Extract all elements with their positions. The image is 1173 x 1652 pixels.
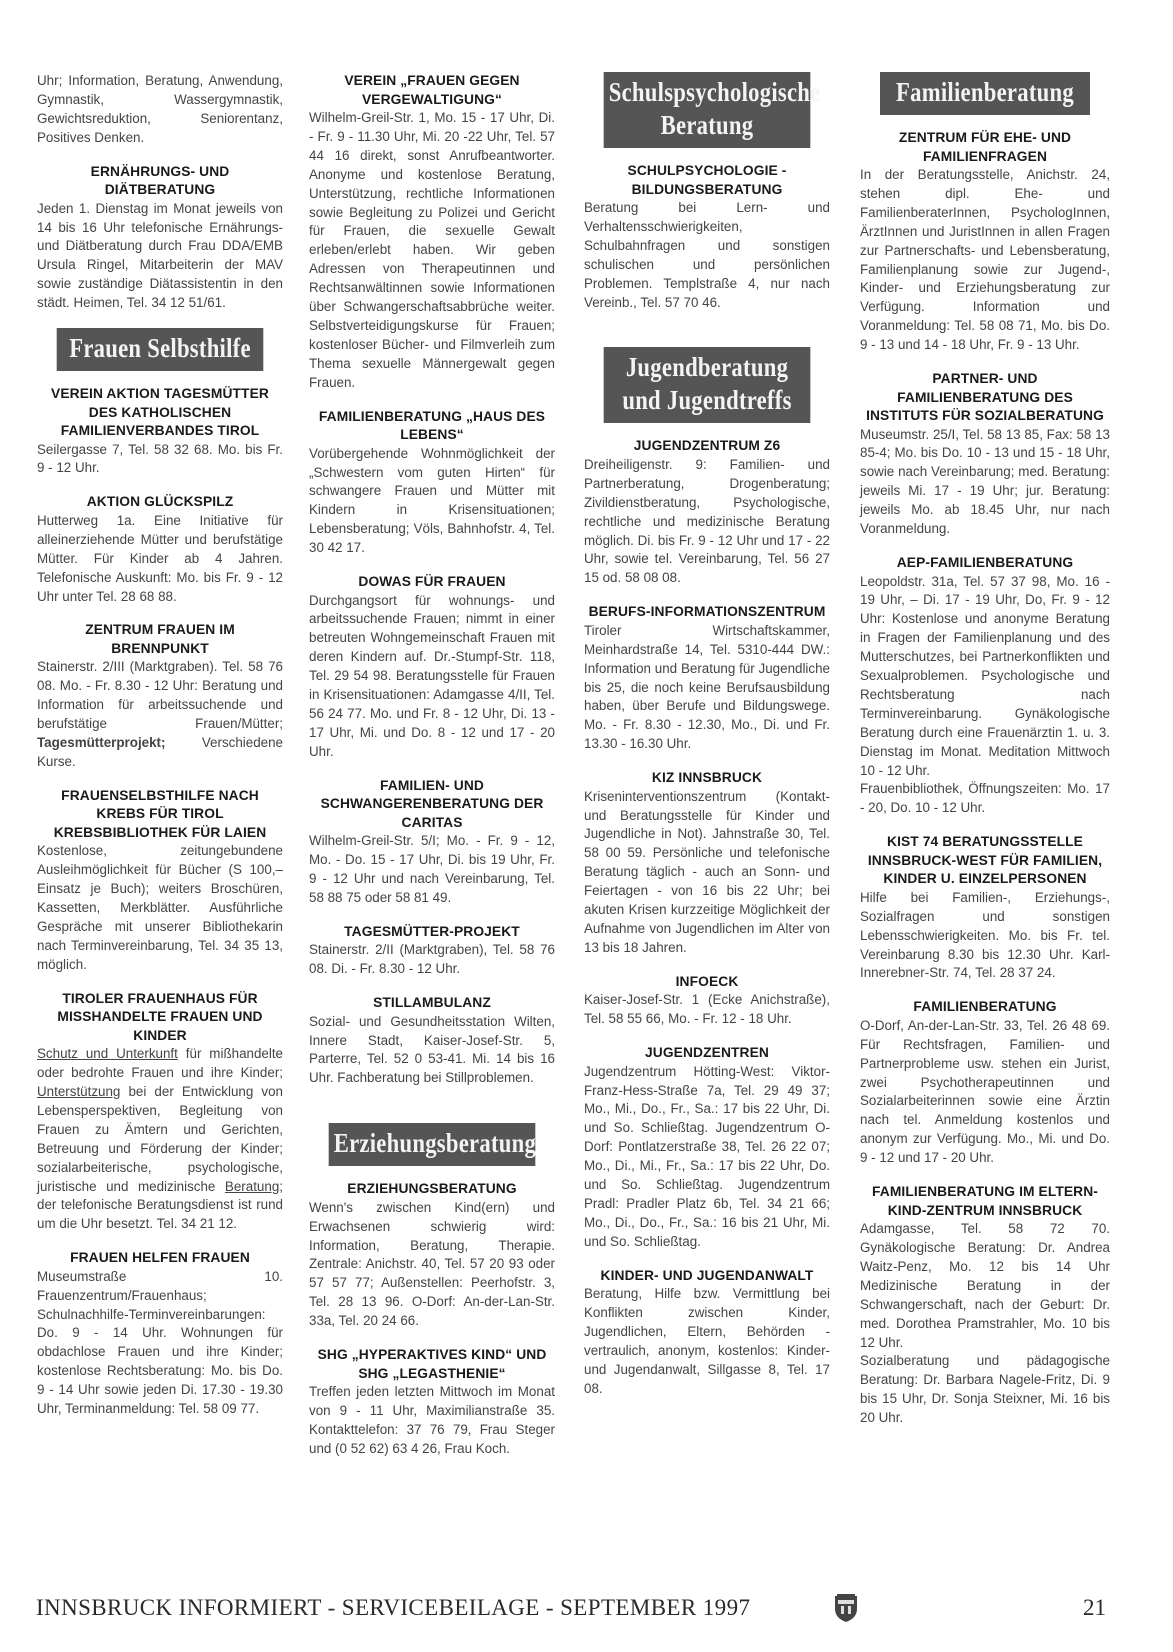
entry-heading: DOWAS FÜR FRAUEN — [358, 574, 506, 590]
entry-heading: AKTION GLÜCKSPILZ — [86, 494, 234, 510]
entry-body — [37, 1045, 283, 1234]
entry-tagesmuetter — [37, 385, 283, 478]
entry-frauen-helfen-frauen — [37, 1249, 283, 1419]
entry-stillambulanz — [309, 994, 555, 1088]
entry-heading: JUGENDZENTREN — [645, 1045, 769, 1061]
entry-heading: ZENTRUM FRAUEN IM BRENNPUNKT — [85, 622, 235, 656]
entry-heading: ERZIEHUNGSBERATUNG — [347, 1181, 517, 1197]
entry-frauenhaus — [37, 990, 283, 1235]
section-banner-familienberatung: Familienberatung — [880, 72, 1090, 115]
entry-body: Tiroler Wirtschaftskammer, Meinhardstraße 14, Tel. 5310-444 DW.: Information und Beratung für Jugendliche bis 25, die noch keine Berufsausbildung haben, über Berufe und Bildungswege. Mo. - Fr. 8.30 - 12.30, Mo., Di. und Fr. 13.30 - 16.30 Uhr. — [584, 622, 830, 752]
entry-kiz — [584, 769, 830, 958]
entry-body: Jeden 1. Dienstag im Monat jeweils von 14 bis 16 Uhr telefonische Ernährungs- und Diätberatung durch Frau DDA/EMB Ursula Ringel, Mitarbeiterin der MAV sowie zuständige Diätassistentin in den städt. Heimen, Tel. 34 12 51/61. — [37, 200, 283, 311]
entry-body: Museumstraße 10. Frauenzentrum/Frauenhaus; Schulnachhilfe-Terminvereinbarungen: Do. 9 - 14 Uhr. Wohnungen für obdachlose Frauen und ihre Kinder; kostenlose Rechtsberatung: Mo. bis Do. 9 - 14 Uhr sowie jeden Di. 17.30 - 19.30 Uhr, Terminanmeldung: Tel. 58 09 77. — [37, 1268, 283, 1417]
entry-tagesmuetter-projekt — [309, 923, 555, 979]
entry-gluekspilz — [37, 493, 283, 606]
page-number: 21 — [1083, 1595, 1106, 1620]
entry-body: Kostenlose, zeitungebundene Ausleihmöglichkeit für Bücher (S 100,– Einsatz je Buch); weiters Broschüren, Kassetten, Merkblätter. Ausführliche Gespräche mit unserer Bibliothekarin nach Terminvereinbarung, Tel. 34 35 13, möglich. — [37, 843, 283, 972]
entry-heading: ERNÄHRUNGS- UND DIÄTBERATUNG — [90, 163, 230, 198]
entry-body — [37, 658, 283, 771]
innsbruck-crest-icon — [833, 1593, 859, 1623]
underlined-text: Schutz und Unterkunft — [37, 1046, 178, 1062]
section-banner-frauen-selbsthilfe: Frauen Selbsthilfe — [57, 328, 264, 371]
entry-body: Stainerstr. 2/II (Marktgraben), Tel. 58 76 08. Di. - Fr. 8.30 - 12 Uhr. — [309, 942, 555, 977]
underlined-text: Beratung; — [224, 1178, 283, 1194]
entry-body: Treffen jeden letzten Mittwoch im Monat von 9 - 11 Uhr, Maximilianstraße 35. Kontakttelefon: 37 76 79, Frau Steger und (0 52 62) 63 4 26, Frau Koch. — [309, 1384, 555, 1456]
entry-body: Museumstr. 25/I, Tel. 58 13 85, Fax: 58 13 85-4; Mo. bis Do. 10 - 13 und 15 - 18 Uhr, sowie nach Vereinbarung; med. Beratung: jeweils Mi. 17 - 19 Uhr; jur. Beratung: jeweils Mo. ab 18.45 Uhr, nur nach Voranmeldung. — [860, 426, 1110, 537]
entry-body: Frauenbibliothek, Öffnungszeiten: Mo. 17 - 20, Do. 10 - 12 Uhr. — [860, 781, 1110, 816]
entry-body: Hilfe bei Familien-, Erziehungs-, Sozialfragen und sonstigen Lebensschwierigkeiten. Mo. bis Fr. tel. Vereinbarung 8.30 bis 12.30 Uhr. Karl-Innerebner-Str. 74, Tel. 28 37 24. — [860, 889, 1110, 981]
entry-heading: FAMILIENBERATUNG IM ELTERN-KIND-ZENTRUM INNSBRUCK — [872, 1184, 1098, 1218]
entry-infoeck — [584, 973, 830, 1029]
entry-heading: VEREIN „FRAUEN GEGEN VERGEWALTIGUNG“ — [344, 73, 520, 107]
entry-heading: AEP-FAMILIENBERATUNG — [896, 555, 1074, 570]
entry-body: Sozial- und Gesundheitsstation Wilten, Innere Stadt, Kaiser-Josef-Str. 5, Parterre, Tel. 52 0 53-41. Mi. 14 bis 16 Uhr. Fachberatung bei Stillproblemen. — [309, 1013, 555, 1086]
entry-heading: BERUFS-INFORMATIONSZENTRUM — [588, 604, 826, 620]
entry-body: Durchgangsort für wohnungs- und arbeitssuchende Frauen; nimmt in einer betreuten Wohngemeinschaft Frauen mit deren Kindern auf. Dr.-Stumpf-Str. 118, Tel. 29 54 98. Beratungsstelle für Frauen in Krisensituationen: Adamgasse 4/II, Tel. 56 24 77. Mo. und Fr. 8 - 12 Uhr, Di. 13 - 17 Uhr, Mi. und Do. 8 - 12 und 17 - 20 Uhr. — [309, 592, 555, 759]
entry-body: Beratung bei Lern- und Verhaltensschwierigkeiten, Schulbahnfragen und sonstigen schulischen und persönlichen Problemen. Templstraße 4, nur nach Vereinb., Tel. 57 70 46. — [584, 200, 830, 310]
body-bold: Tagesmütterprojekt; — [37, 735, 166, 751]
body-text: bei der Entwicklung von Lebensperspektiven, Begleitung von Frauen zu Ämtern und Gerichten, Betreuung und Förderung der Kinder; sozialarbeiterische, psychologische, juristische und medizinische — [37, 1084, 283, 1194]
entry-heading: PARTNER- UND FAMILIENBERATUNG DES INSTITUTS FÜR SOZIALBERATUNG — [866, 371, 1104, 424]
entry-shg — [309, 1346, 555, 1459]
body-text: Verschiedene Kurse. — [37, 735, 283, 769]
entry-heading: SHG „HYPERAKTIVES KIND“ UND SHG „LEGASTHENIE“ — [317, 1347, 547, 1381]
entry-kist74 — [860, 833, 1110, 983]
entry-heading: SCHULPSYCHOLOGIE - BILDUNGSBERATUNG — [627, 163, 787, 197]
entry-body: O-Dorf, An-der-Lan-Str. 33, Tel. 26 48 69. Für Rechtsfragen, Familien- und Partnerprobleme usw. stehen ein Jurist, zwei Psychotherapeutinnen und Sozialarbeiterinnen sowie eine Ärztin nach tel. Anmeldung kostenlos und anonym zur Verfügung. Mo., Mi. und Do. 9 - 12 und 17 - 20 Uhr. — [860, 1017, 1110, 1166]
entry-body: Vorübergehende Wohnmöglichkeit der „Schwestern vom guten Hirten“ für schwangere Frauen und Mütter mit Kindern in Krisensituationen; Lebensberatung; Völs, Bahnhofstr. 4, Tel. 30 42 17. — [309, 445, 555, 556]
entry-body: Kriseninterventionszentrum (Kontakt- und Beratungsstelle für Kinder und Jugendliche in Not). Jahnstraße 30, Tel. 58 00 59. Persönliche und telefonische Beratung täglich - auch an Sonn- und Feiertagen - von 16 bis 22 Uhr; bei akuten Krisen kurzzeitige Möglichkeit der Aufnahme von Jugendlichen im Alter von 13 bis 18 Jahren. — [584, 788, 830, 955]
entry-jugendanwalt — [584, 1267, 830, 1399]
column-3 — [584, 72, 830, 1414]
entry-ehe-familienfragen — [860, 129, 1110, 355]
entry-heading: FRAUENSELBSTHILFE NACH KREBS FÜR TIROL KREBSBIBLIOTHEK FÜR LAIEN — [53, 787, 267, 840]
entry-caritas — [309, 777, 555, 908]
page-footer — [36, 1595, 1136, 1625]
entry-body: Jugendzentrum Hötting-West: Viktor-Franz-Hess-Straße 7a, Tel. 29 49 37; Mo., Mi., Do., Fr., Sa.: 17 bis 22 Uhr, Di. und So. Schließtag. Jugendzentrum O-Dorf: Pontlatzerstraße 38, Tel. 26 22 07; Mo., Di., Mi., Fr., Sa.: 17 bis 22 Uhr, Do. und So. Schließtag. Jugendzentrum Pradl: Pradler Platz 6b, Tel. 34 21 66; Mo., Di., Do., Fr., Sa.: 16 bis 21 Uhr, Mi. und So. Schließtag. — [584, 1063, 830, 1249]
column-2 — [309, 72, 555, 1474]
body-text: für mißhandelte oder bedrohte Frauen und ihre Kinder; — [37, 1046, 283, 1081]
entry-body: Hutterweg 1a. Eine Initiative für alleinerziehende Mütter und berufstätige Mütter. Für Kinder ab 4 Jahren. Telefonische Auskunft: Mo. bis Fr. 9 - 12 Uhr unter Tel. 28 68 88. — [37, 512, 283, 604]
entry-body: Beratung, Hilfe bzw. Vermittlung bei Konflikten zwischen Kinder, Jugendlichen, Eltern, Behörden - vertraulich, anonym, kostenlos: Kinder- und Jugendanwalt, Sillgasse 8, Tel. 17 08. — [584, 1286, 830, 1396]
entry-frauenselbsthilfe-krebs — [37, 787, 283, 975]
entry-heading: INFOECK — [675, 973, 739, 989]
entry-heading: KIST 74 BERATUNGSSTELLE INNSBRUCK-WEST FÜR FAMILIEN, KINDER U. EINZELPERSONEN — [867, 834, 1103, 887]
entry-familienberatung-odorf — [860, 998, 1110, 1168]
entry-heading: VEREIN AKTION TAGESMÜTTER DES KATHOLISCHEN FAMILIENVERBANDES TIROL — [51, 386, 269, 439]
entry-body: Dreiheiligenstr. 9: Familien- und Partnerberatung, Drogenberatung; Zivildienstberatung, Psychologische, rechtliche und medizinische Beratung möglich. Di. bis Fr. 9 - 12 Uhr und 17 - 22 Uhr, sowie tel. Vereinbarung, Tel. 56 27 15 od. 58 08 08. — [584, 456, 830, 586]
entry-body: In der Beratungsstelle, Anichstr. 24, stehen dipl. Ehe- und FamilienberaterInnen, PsychologInnen, ÄrztInnen und JuristInnen in allen Fragen zur Partnerschafts- und Lebensberatung, Familienplanung sowie zur Jugend-, Kinder- und Erziehungsberatung zur Verfügung. Information und Voranmeldung: Tel. 58 08 71, Mo. bis Do. 9 - 13 und 14 - 18 Uhr, Fr. 9 - 13 Uhr. — [860, 167, 1110, 353]
entry-aep — [860, 554, 1110, 818]
entry-jugendzentren — [584, 1044, 830, 1252]
entry-heading: TAGESMÜTTER-PROJEKT — [344, 923, 520, 939]
entry-schulpsychologie — [584, 162, 830, 312]
column-4 — [860, 72, 1110, 1443]
entry-eltern-kind-zentrum — [860, 1183, 1110, 1428]
body-text: der telefonische Beratungsdienst ist rund um die Uhr besetzt. Tel. 34 21 12. — [37, 1197, 283, 1232]
entry-heading: KINDER- UND JUGENDANWALT — [600, 1267, 814, 1283]
underlined-text: Unterstützung — [37, 1084, 121, 1099]
footer-title: INNSBRUCK INFORMIERT - SERVICEBEILAGE - SEPTEMBER 1997 — [36, 1595, 751, 1620]
entry-dowas — [309, 573, 555, 762]
entry-heading: TIROLER FRAUENHAUS FÜR MISSHANDELTE FRAUEN UND KINDER — [57, 990, 263, 1043]
entry-heading: ZENTRUM FÜR EHE- UND FAMILIENFRAGEN — [898, 130, 1072, 164]
entry-body: Wilhelm-Greil-Str. 5/I; Mo. - Fr. 9 - 12, Mo. - Do. 15 - 17 Uhr, Di. bis 19 Uhr, Fr. 9 - 12 Uhr und nach Vereinbarung, Tel. 58 88 75 oder 58 81 49. — [309, 833, 555, 905]
body-text: Stainerstr. 2/III (Marktgraben). Tel. 58 76 08. Mo. - Fr. 8.30 - 12 Uhr: Beratung und Information für arbeitssuchende und berufstätige Frauen/Mütter; — [37, 659, 283, 732]
intro-text: Uhr; Information, Beratung, Anwendung, Gymnastik, Wassergymnastik, Gewichtsreduktion, Seniorentanz, Positives Denken. — [37, 73, 283, 145]
entry-heading: FRAUEN HELFEN FRAUEN — [70, 1250, 250, 1266]
entry-heading: FAMILIENBERATUNG — [913, 999, 1057, 1015]
entry-heading: FAMILIEN- UND SCHWANGERENBERATUNG DER CARITAS — [320, 777, 544, 830]
section-banner-erziehungsberatung: Erziehungsberatung — [329, 1123, 536, 1166]
entry-body: Sozialberatung und pädagogische Beratung: Dr. Barbara Nagele-Fritz, Di. 9 bis 15 Uhr, Dr. Sonja Steixner, Mi. 16 bis 20 Uhr. — [860, 1353, 1110, 1426]
entry-heading: FAMILIENBERATUNG „HAUS DES LEBENS“ — [318, 408, 546, 443]
entry-heading: JUGENDZENTRUM Z6 — [633, 438, 781, 454]
entry-body: Leopoldstr. 31a, Tel. 57 37 98, Mo. 16 - 19 Uhr, – Di. 17 - 19 Uhr, Do, Fr. 9 - 12 Uhr: Kostenlose und anonyme Beratung in Fragen der Familienplanung und des Mutterschutzes, bei Partnerkonflikten und Sexualproblemen. Psychologische und Rechtsberatung nach Terminvereinbarung. Gynäkologische Beratung durch eine Frauenärztin 1. u. 3. Dienstag im Monat. Meditation Mittwoch 10 - 12 Uhr. — [860, 573, 1110, 778]
entry-frauen-gegen-vergewaltigung — [309, 72, 555, 393]
entry-ernaehrungsberatung — [37, 163, 283, 313]
entry-heading: KIZ INNSBRUCK — [651, 770, 763, 786]
entry-heading: STILLAMBULANZ — [373, 995, 491, 1011]
entry-partner-familienberatung — [860, 370, 1110, 539]
entry-body: Kaiser-Josef-Str. 1 (Ecke Anichstraße), Tel. 58 55 66, Mo. - Fr. 12 - 18 Uhr. — [584, 992, 830, 1027]
entry-jugendzentrum-z6 — [584, 437, 830, 588]
column-1 — [37, 72, 283, 1434]
entry-body: Seilergasse 7, Tel. 58 32 68. Mo. bis Fr. 9 - 12 Uhr. — [37, 441, 283, 476]
entry-erziehungsberatung — [309, 1180, 555, 1331]
entry-zentrum-frauen — [37, 621, 283, 771]
entry-body: Adamgasse, Tel. 58 72 70. Gynäkologische Beratung: Dr. Andrea Waitz-Penz, Mo. 12 bis 14 Uhr Medizinische Beratung in der Schwangerschaft, nach der Geburt: Dr. med. Dorothea Pramstrahler, Mo. 10 bis 12 Uhr. — [860, 1221, 1110, 1350]
section-banner-schulpsychologie: Schulspsychologische Beratung — [604, 72, 811, 148]
entry-body: Wenn's zwischen Kind(ern) und Erwachsenen schwierig wird: Information, Beratung, Therapie. Zentrale: Anichstr. 40, Tel. 57 20 93 oder 57 57 77; Außenstellen: Peerhofstr. 3, Tel. 28 13 96. O-Dorf: An-der-Lan-Str. 33a, Tel. 20 24 66. — [309, 1199, 555, 1329]
section-banner-jugendberatung: Jugendberatung und Jugendtreffs — [604, 347, 811, 423]
entry-body: Wilhelm-Greil-Str. 1, Mo. 15 - 17 Uhr, Di. - Fr. 9 - 11.30 Uhr, Mi. 20 -22 Uhr, Tel. 57 44 16 direkt, sonst Anrufbeantworter. Anonyme und kostenlose Beratung, Unterstützung, rechtliche Informationen sowie Begleitung zu Polizei und Gericht für Frauen, die sexuelle Gewalt erleben/erlebt haben. Wir geben Adressen von Therapeutinnen und Rechtsanwältinnen sowie Informationen über Schwangerschaftsabbrüche weiter. Selbstverteidigungskurse für Frauen; kostenloser Bücher- und Filmverleih zum Thema sexuelle Männergewalt gegen Frauen. — [309, 110, 555, 390]
entry-berufsinformationszentrum — [584, 603, 830, 754]
entry-haus-des-lebens — [309, 408, 555, 558]
